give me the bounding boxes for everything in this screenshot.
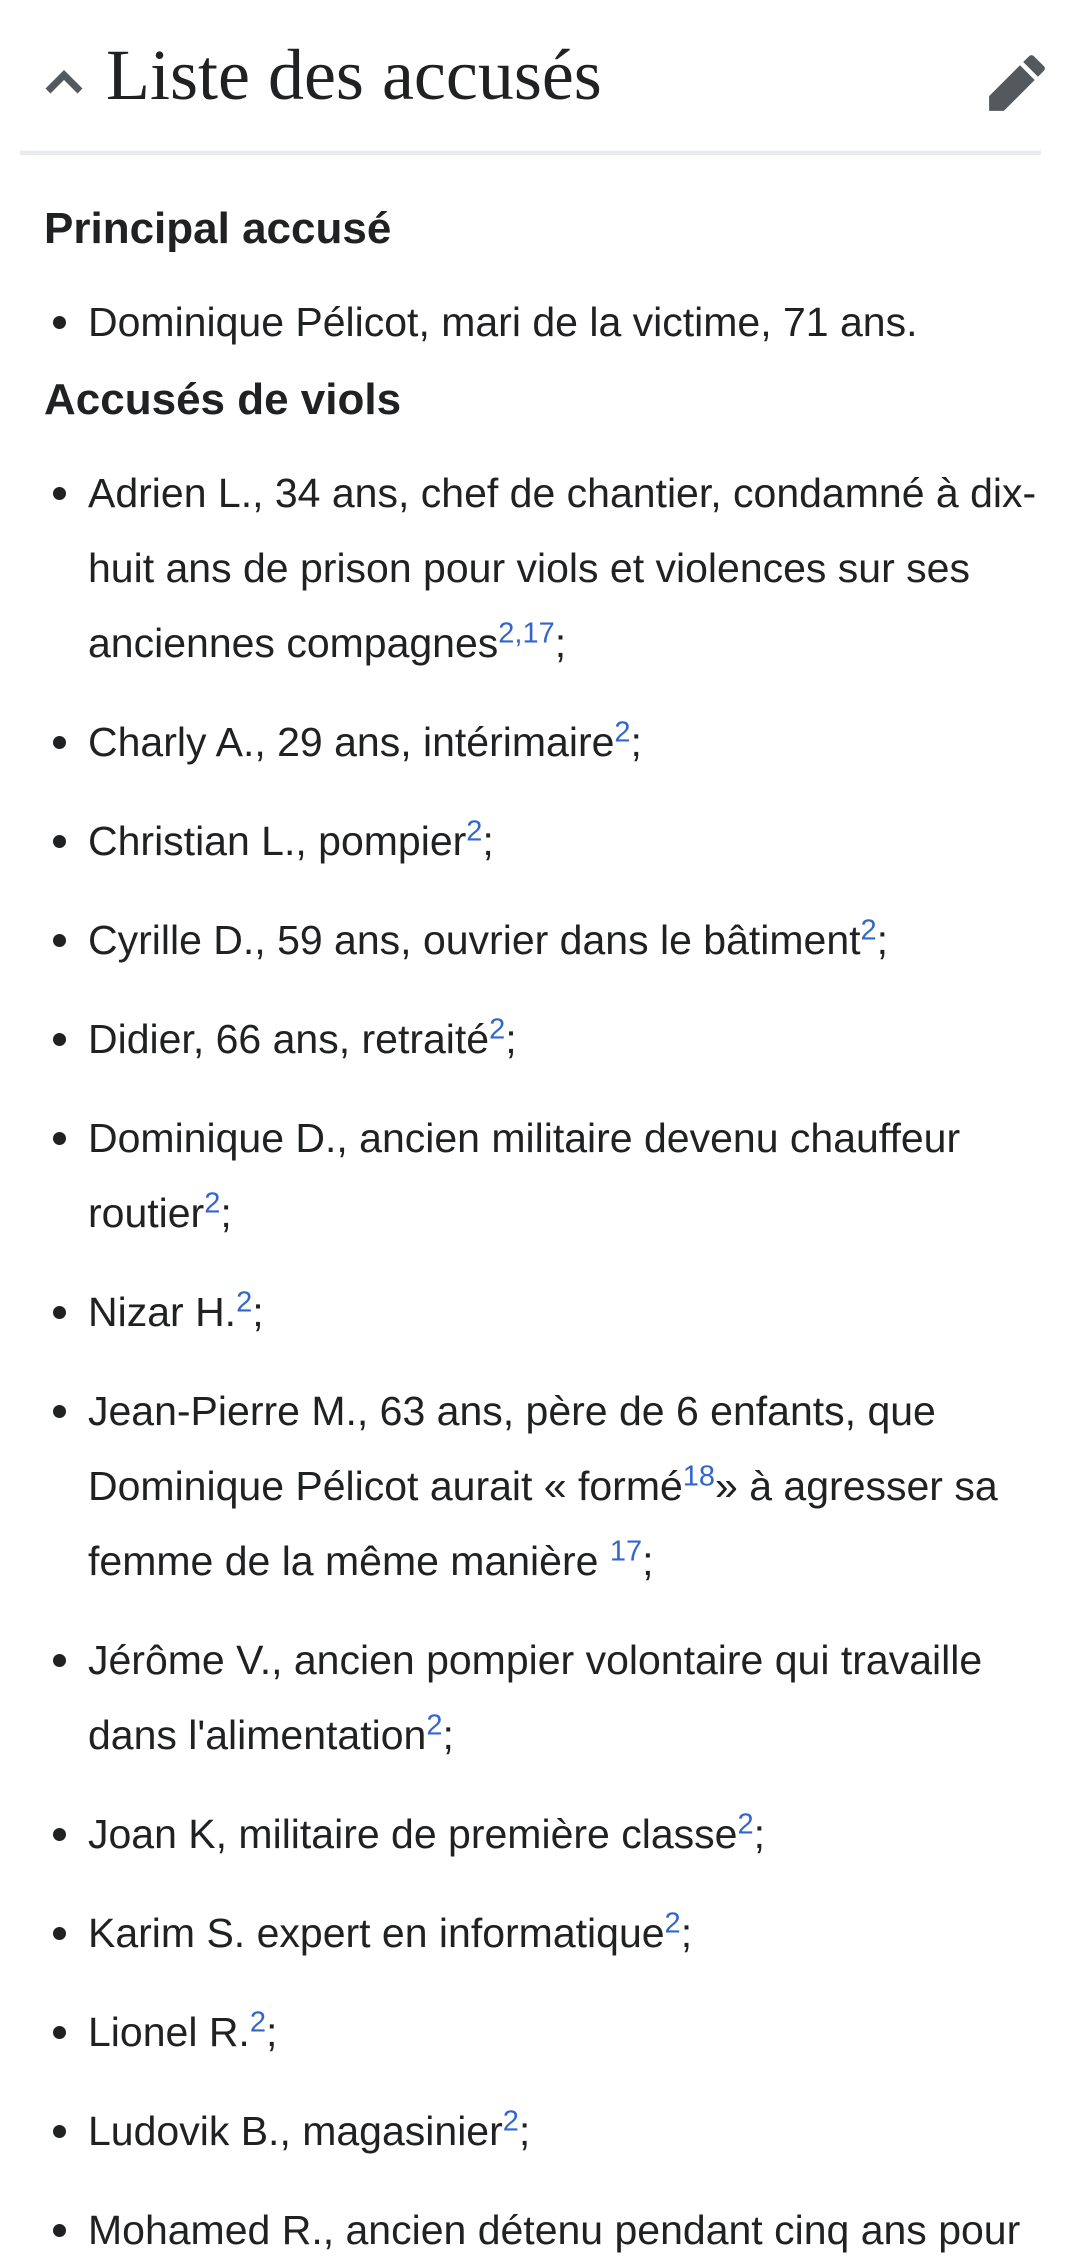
item-text: Didier, 66 ans, retraité xyxy=(88,1016,490,1062)
list-item xyxy=(44,285,1058,360)
reference xyxy=(250,2006,266,2038)
reference xyxy=(503,2105,519,2137)
reference-link[interactable]: 2 xyxy=(204,1187,221,1220)
reference-link[interactable]: 2 xyxy=(236,1286,253,1319)
item-text: ; xyxy=(876,917,889,963)
list-item xyxy=(44,2094,1058,2169)
item-text: Dominique D., ancien militaire devenu chauffeur routier xyxy=(88,1115,961,1236)
reference-link[interactable]: 2 xyxy=(249,2006,266,2039)
reference-link[interactable]: 2 xyxy=(664,1907,681,1940)
reference xyxy=(426,1709,442,1741)
reference xyxy=(498,617,554,649)
item-text: ; xyxy=(252,1289,264,1335)
list-item xyxy=(44,1896,1058,1971)
list-item xyxy=(44,804,1058,879)
reference xyxy=(610,1535,642,1567)
reference-link[interactable]: 2 xyxy=(614,716,631,749)
item-text: ; xyxy=(518,2108,531,2154)
reference-link[interactable]: 2 xyxy=(502,2105,519,2138)
item-text: Karim S. expert en informatique xyxy=(88,1910,665,1956)
reference-link[interactable]: 2 xyxy=(498,617,515,650)
pencil-icon xyxy=(986,52,1048,114)
list-item xyxy=(44,456,1058,681)
item-text: Jean-Pierre M., 63 ans, père de 6 enfants, que Dominique Pélicot aurait « formé xyxy=(88,1388,936,1509)
list-item xyxy=(44,705,1058,780)
item-text: ; xyxy=(265,2009,278,2055)
item-text: Dominique Pélicot, mari de la victime, 71 ans. xyxy=(88,299,918,345)
item-text: Nizar H. xyxy=(88,1289,237,1335)
list-item xyxy=(44,2193,1058,2268)
item-text: ; xyxy=(642,1538,654,1584)
item-text: ; xyxy=(442,1712,454,1758)
item-text: ; xyxy=(680,1910,693,1956)
reference xyxy=(489,1013,505,1045)
reference-link[interactable]: 17 xyxy=(609,1535,643,1568)
list-item xyxy=(44,903,1058,978)
reference xyxy=(236,1286,252,1318)
item-text: Jérôme V., ancien pompier volontaire qui travaille dans l'alimentation xyxy=(88,1637,983,1758)
list-item xyxy=(44,1374,1058,1599)
item-text: Adrien L., 34 ans, chef de chantier, condamné à dix-huit ans de prison pour viols et violences sur ses anciennes compagnes xyxy=(88,470,1037,666)
item-text: Christian L., pompier xyxy=(88,818,467,864)
item-text: ; xyxy=(753,1811,765,1857)
principal-accused-list xyxy=(44,285,1058,360)
item-text: Joan K, militaire de première classe xyxy=(88,1811,738,1857)
item-text: Ludovik B., magasinier xyxy=(88,2108,503,2154)
reference-link[interactable]: 2 xyxy=(489,1013,506,1046)
subheading-principal-accuse: Principal accusé xyxy=(44,204,392,253)
item-text: Cyrille D., 59 ans, ouvrier dans le bâtiment xyxy=(88,917,861,963)
reference xyxy=(737,1808,753,1840)
item-text: » à agresser sa femme de la même manière xyxy=(88,1463,998,1584)
item-text: ; xyxy=(630,719,642,765)
chevron-up-icon xyxy=(44,70,84,96)
reference-separator: , xyxy=(514,617,523,650)
reference xyxy=(861,914,877,946)
item-text: Lionel R. xyxy=(88,2009,250,2055)
list-item xyxy=(44,1275,1058,1350)
item-text: Mohamed R., ancien détenu pendant cinq ans pour xyxy=(88,2207,1021,2253)
viols-accused-list xyxy=(44,456,1058,2268)
reference xyxy=(466,815,482,847)
reference-link[interactable]: 2 xyxy=(737,1808,754,1841)
list-item xyxy=(44,1623,1058,1773)
list-item xyxy=(44,1002,1058,1077)
edit-section-button[interactable] xyxy=(986,52,1048,114)
reference xyxy=(204,1187,220,1219)
reference xyxy=(683,1460,715,1492)
list-item xyxy=(44,1797,1058,1872)
item-text: ; xyxy=(505,1016,517,1062)
reference xyxy=(614,716,630,748)
list-item xyxy=(44,1995,1058,2070)
item-text: Charly A., 29 ans, intérimaire xyxy=(88,719,615,765)
reference-link[interactable]: 2 xyxy=(426,1709,443,1742)
item-text: ; xyxy=(554,620,567,666)
reference-link[interactable]: 18 xyxy=(682,1460,716,1493)
reference-link[interactable]: 17 xyxy=(522,617,555,650)
subheading-accuses-de-viols: Accusés de viols xyxy=(44,375,402,424)
reference-link[interactable]: 2 xyxy=(860,914,877,947)
item-text: ; xyxy=(220,1190,232,1236)
section-header xyxy=(0,0,1080,122)
reference xyxy=(665,1907,681,1939)
section-content xyxy=(0,155,1080,2268)
list-item xyxy=(44,1101,1058,1251)
item-text: ; xyxy=(482,818,494,864)
collapse-section-toggle[interactable] xyxy=(44,70,84,96)
section-title: Liste des accusés xyxy=(106,35,602,115)
reference-link[interactable]: 2 xyxy=(466,815,483,848)
